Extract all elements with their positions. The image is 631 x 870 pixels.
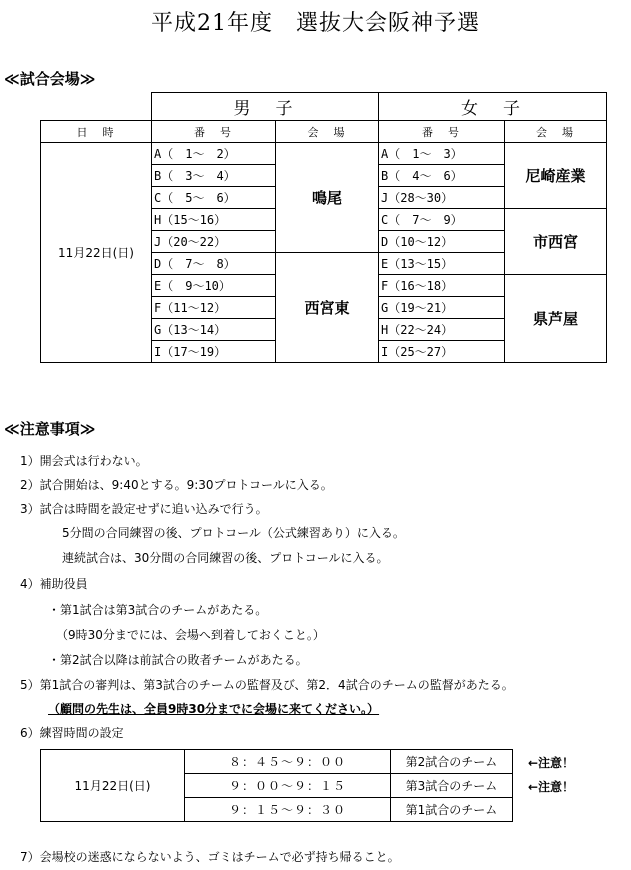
note-item: 4）補助役員 (20, 577, 88, 591)
note-item: 2）試合開始は、9:40とする。9:30プロトコールに入る。 (20, 478, 333, 492)
note-item: ・第1試合は第3試合のチームがあたる。 (48, 603, 268, 617)
note-item: 5）第1試合の審判は、第3試合のチームの監督及び、第2．4試合のチームの監督があたる。 (20, 678, 514, 692)
girls-match-number: B（ 4～ 6） (379, 165, 505, 187)
match-date: 11月22日(日) (41, 143, 152, 363)
note-item: （9時30分までには、会場へ到着しておくこと。） (56, 628, 325, 642)
note-item: 1）開会式は行わない。 (20, 454, 148, 468)
note-item: 連続試合は、30分間の合同練習の後、プロトコールに入る。 (62, 551, 389, 565)
warning-label: ←注意！ (528, 780, 575, 794)
boys-match-number: I（17～19） (152, 341, 276, 363)
note-item: 5分間の合同練習の後、プロトコール（公式練習あり）に入る。 (62, 526, 405, 540)
practice-team: 第1試合のチーム (391, 798, 513, 822)
date-header: 日 時 (41, 121, 152, 143)
boys-match-number: J（20～22） (152, 231, 276, 253)
boys-match-number: B（ 3～ 4） (152, 165, 276, 187)
practice-date: 11月22日(日) (41, 750, 185, 822)
girls-match-number: G（19～21） (379, 297, 505, 319)
note-item: 3）試合は時間を設定せずに追い込みで行う。 (20, 502, 268, 516)
girls-match-number: I（25～27） (379, 341, 505, 363)
notes-section-heading: ≪注意事項≫ (4, 420, 96, 438)
boys-match-number: G（13～14） (152, 319, 276, 341)
practice-time: ９：１５～９：３０ (185, 798, 391, 822)
girls-venue: 県芦屋 (505, 275, 607, 363)
note-item: 7）会場校の迷惑にならないよう、ゴミはチームで必ず持ち帰ること。 (20, 850, 400, 864)
boys-header: 男 子 (152, 93, 379, 121)
girls-num-header: 番 号 (379, 121, 505, 143)
boys-match-number: E（ 9～10） (152, 275, 276, 297)
venue-table (40, 92, 607, 363)
girls-match-number: J（28～30） (379, 187, 505, 209)
girls-match-number: C（ 7～ 9） (379, 209, 505, 231)
boys-match-number: F（11～12） (152, 297, 276, 319)
boys-num-header: 番 号 (152, 121, 276, 143)
girls-match-number: F（16～18） (379, 275, 505, 297)
girls-venue: 尼崎産業 (505, 143, 607, 209)
boys-match-number: H（15～16） (152, 209, 276, 231)
note-item: ・第2試合以降は前試合の敗者チームがあたる。 (48, 653, 308, 667)
boys-venue: 鳴尾 (276, 143, 379, 253)
boys-match-number: C（ 5～ 6） (152, 187, 276, 209)
girls-match-number: E（13～15） (379, 253, 505, 275)
practice-time: ８：４５～９：００ (185, 750, 391, 774)
girls-venue: 市西宮 (505, 209, 607, 275)
blank-corner (41, 93, 152, 121)
girls-header: 女 子 (379, 93, 607, 121)
practice-team: 第3試合のチーム (391, 774, 513, 798)
practice-team: 第2試合のチーム (391, 750, 513, 774)
girls-venue-header: 会 場 (505, 121, 607, 143)
boys-match-number: A（ 1～ 2） (152, 143, 276, 165)
practice-time: ９：００～９：１５ (185, 774, 391, 798)
girls-match-number: A（ 1～ 3） (379, 143, 505, 165)
girls-match-number: D（10～12） (379, 231, 505, 253)
boys-venue-header: 会 場 (276, 121, 379, 143)
page-title: 平成21年度 選抜大会阪神予選 (151, 11, 480, 36)
note-item: 6）練習時間の設定 (20, 726, 124, 740)
practice-schedule-table (40, 749, 513, 822)
venue-section-heading: ≪試合会場≫ (4, 70, 96, 88)
note-item-important: （顧問の先生は、全員9時30分までに会場に来てください。） (48, 702, 380, 716)
warning-label: ←注意！ (528, 756, 575, 770)
boys-venue: 西宮東 (276, 253, 379, 363)
boys-match-number: D（ 7～ 8） (152, 253, 276, 275)
girls-match-number: H（22～24） (379, 319, 505, 341)
